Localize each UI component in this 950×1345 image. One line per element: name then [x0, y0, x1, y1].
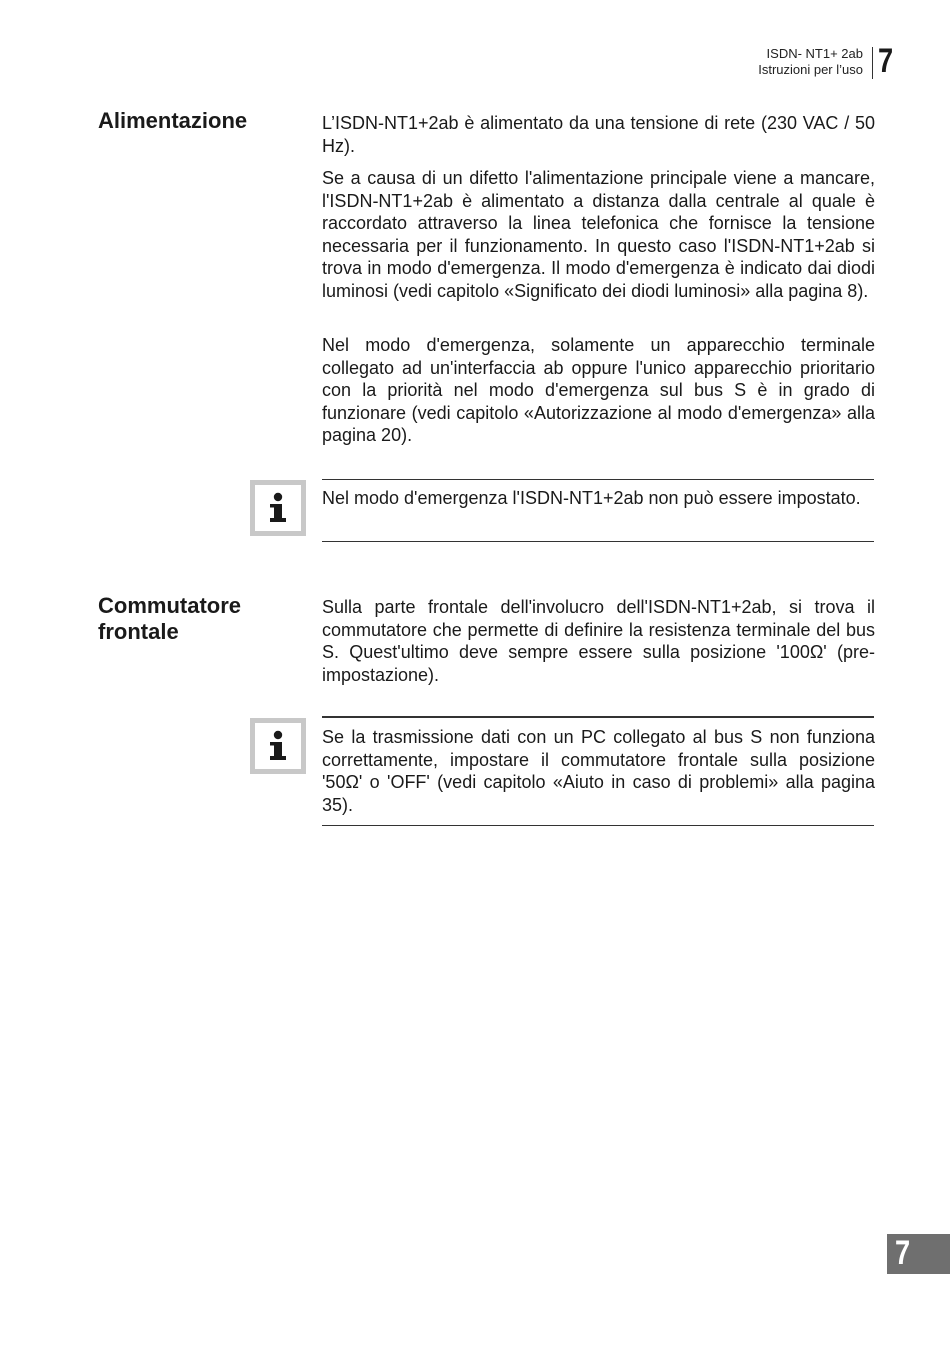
header-chapter-number: 7 [878, 42, 894, 80]
paragraph: Sulla parte frontale dell'involucro dell'ISDN-NT1+2ab, si trova il commutatore che permette di definire la resistenza terminale del bus S. Quest'ultimo deve sempre essere sulla posizione '100Ω' (pre-impostazione). [322, 597, 875, 685]
paragraph: Nel modo d'emergenza, solamente un apparecchio terminale collegato ad un'interfaccia ab oppure l'unico apparecchio prioritario con la priorità nel modo d'emergenza sul bus S è in grado di funzionare (vedi capitolo «Autorizzazione al modo d'emergenza» alla pagina 20). [322, 335, 875, 446]
note-top-rule [322, 479, 874, 480]
running-header [758, 46, 863, 78]
note-text: Nel modo d'emergenza l'ISDN-NT1+2ab non può essere impostato. [322, 488, 861, 508]
note-bottom-rule [322, 541, 874, 542]
note-text: Se la trasmissione dati con un PC collegato al bus S non funziona correttamente, impostare il commutatore frontale sulla posizione '50Ω' o 'OFF' (vedi capitolo «Aiuto in caso di problemi» alla pagina 35). [322, 727, 875, 815]
header-subtitle: Istruzioni per l’uso [758, 62, 863, 77]
paragraph: L’ISDN-NT1+2ab è alimentato da una tensione di rete (230 VAC / 50 Hz). [322, 113, 875, 156]
chapter-tab-number: 7 [895, 1234, 911, 1272]
header-divider [872, 47, 873, 79]
note-top-rule [322, 716, 874, 718]
paragraph: Se a causa di un difetto l'alimentazione principale viene a mancare, l'ISDN-NT1+2ab è alimentato a distanza dalla centrale al quale è raccordato attraverso la linea telefonica che fornisce la tensione necessaria per il funzionamento. In questo caso l'ISDN-NT1+2ab si trova in modo d'emergenza. Il modo d'emergenza è indicato dai diodi luminosi (vedi capitolo «Significato dei diodi luminosi» alla pagina 8). [322, 168, 875, 301]
section-heading-commutatore: Commutatore frontale [98, 593, 242, 644]
info-icon [250, 718, 306, 774]
info-icon [250, 480, 306, 536]
note-bottom-rule [322, 825, 874, 826]
chapter-tab [887, 1234, 950, 1274]
section-heading-alimentazione: Alimentazione [98, 108, 248, 133]
header-product: ISDN- NT1+ 2ab [766, 46, 863, 61]
